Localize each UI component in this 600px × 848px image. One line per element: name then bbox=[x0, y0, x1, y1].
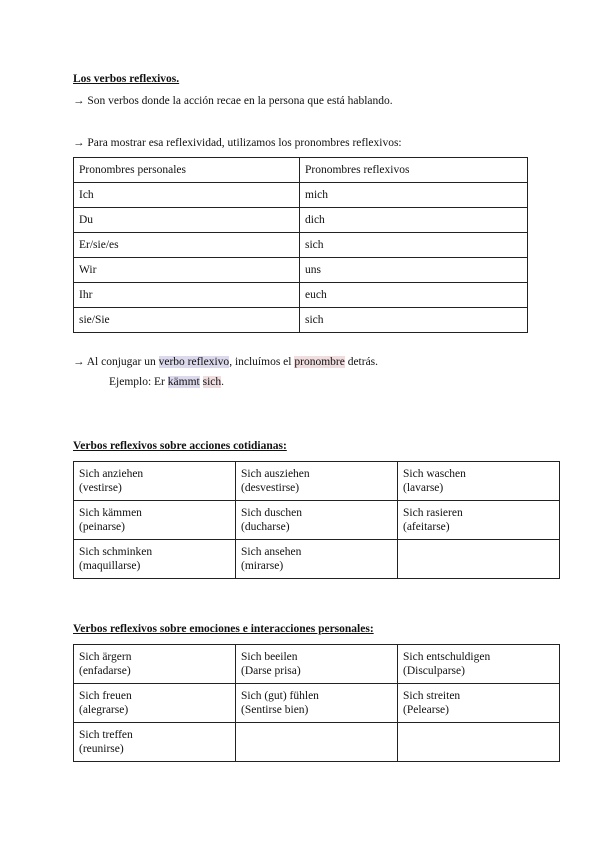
verb-german: Sich schminken bbox=[79, 546, 153, 558]
verb-german: Sich (gut) fühlen bbox=[241, 690, 319, 702]
conjugation-note bbox=[73, 356, 378, 368]
verb-german: Sich beeilen bbox=[241, 651, 298, 663]
verb-german: Sich anziehen bbox=[79, 468, 144, 480]
table-row bbox=[74, 684, 560, 723]
table-cell: Wir bbox=[74, 258, 300, 283]
verb-cell bbox=[236, 684, 398, 723]
empty-cell bbox=[398, 540, 560, 579]
verb-spanish: (peinarse) bbox=[79, 521, 125, 533]
table-row bbox=[74, 233, 528, 258]
verb-german: Sich ausziehen bbox=[241, 468, 310, 480]
empty-cell bbox=[236, 723, 398, 762]
verb-spanish: (Pelearse) bbox=[403, 704, 449, 716]
verb-cell bbox=[74, 462, 236, 501]
verb-spanish: (maquillarse) bbox=[79, 560, 141, 572]
verb-german: Sich duschen bbox=[241, 507, 303, 519]
table-row bbox=[74, 258, 528, 283]
verb-cell bbox=[236, 501, 398, 540]
table-cell: dich bbox=[300, 208, 528, 233]
verb-cell bbox=[74, 540, 236, 579]
highlight-pronoun-term: pronombre bbox=[294, 356, 345, 368]
verb-cell bbox=[236, 540, 398, 579]
emotions-section-heading: Verbos reflexivos sobre emociones e interacciones personales: bbox=[73, 623, 374, 635]
verb-spanish: (alegrarse) bbox=[79, 704, 129, 716]
page-title: Los verbos reflexivos. bbox=[73, 73, 180, 85]
table-cell: Er/sie/es bbox=[74, 233, 300, 258]
table-row bbox=[74, 158, 528, 183]
note-text: , incluímos el bbox=[229, 356, 295, 368]
table-row bbox=[74, 462, 560, 501]
example-line bbox=[109, 376, 224, 388]
table-header-cell: Pronombres personales bbox=[74, 158, 300, 183]
table-row bbox=[74, 208, 528, 233]
verb-spanish: (ducharse) bbox=[241, 521, 290, 533]
verb-cell bbox=[398, 462, 560, 501]
table-cell: Ich bbox=[74, 183, 300, 208]
table-row bbox=[74, 723, 560, 762]
verb-german: Sich treffen bbox=[79, 729, 133, 741]
example-verb: kämmt bbox=[167, 376, 200, 388]
verb-spanish: (Sentirse bien) bbox=[241, 704, 309, 716]
verb-cell bbox=[74, 645, 236, 684]
verb-spanish: (mirarse) bbox=[241, 560, 284, 572]
note-text: → Al conjugar un bbox=[73, 356, 159, 368]
verb-german: Sich waschen bbox=[403, 468, 466, 480]
verb-cell bbox=[74, 501, 236, 540]
verb-cell bbox=[74, 723, 236, 762]
intro-line: → Son verbos donde la acción recae en la persona que está hablando. bbox=[73, 95, 393, 107]
example-text: . bbox=[221, 376, 224, 388]
table-cell: mich bbox=[300, 183, 528, 208]
verb-spanish: (Disculparse) bbox=[403, 665, 465, 677]
verb-german: Sich freuen bbox=[79, 690, 132, 702]
verb-spanish: (vestirse) bbox=[79, 482, 122, 494]
highlight-verb-term: verbo reflexivo bbox=[158, 356, 230, 368]
table-row bbox=[74, 283, 528, 308]
example-text: Ejemplo: Er bbox=[109, 376, 168, 388]
verb-spanish: (desvestirse) bbox=[241, 482, 300, 494]
table-row bbox=[74, 501, 560, 540]
verb-spanish: (lavarse) bbox=[403, 482, 444, 494]
daily-verbs-table bbox=[73, 461, 560, 579]
pronoun-table bbox=[73, 157, 528, 333]
verb-cell bbox=[398, 501, 560, 540]
table-row bbox=[74, 183, 528, 208]
verb-german: Sich streiten bbox=[403, 690, 461, 702]
table-cell: sich bbox=[300, 308, 528, 333]
verb-cell bbox=[236, 462, 398, 501]
verb-spanish: (reunirse) bbox=[79, 743, 124, 755]
verb-cell bbox=[74, 684, 236, 723]
verb-german: Sich rasieren bbox=[403, 507, 463, 519]
table-row bbox=[74, 308, 528, 333]
verb-german: Sich entschuldigen bbox=[403, 651, 491, 663]
verb-spanish: (afeitarse) bbox=[403, 521, 450, 533]
verb-german: Sich kämmen bbox=[79, 507, 142, 519]
verb-german: Sich ansehen bbox=[241, 546, 302, 558]
table-row bbox=[74, 645, 560, 684]
table-cell: uns bbox=[300, 258, 528, 283]
verb-cell bbox=[398, 684, 560, 723]
table-row bbox=[74, 540, 560, 579]
verb-german: Sich ärgern bbox=[79, 651, 132, 663]
table-cell: Ihr bbox=[74, 283, 300, 308]
empty-cell bbox=[398, 723, 560, 762]
pronouns-intro: → Para mostrar esa reflexividad, utilizamos los pronombres reflexivos: bbox=[73, 137, 402, 149]
table-header-cell: Pronombres reflexivos bbox=[300, 158, 528, 183]
verb-cell bbox=[398, 645, 560, 684]
emotions-verbs-table bbox=[73, 644, 560, 762]
note-text: detrás. bbox=[344, 356, 379, 368]
table-cell: sich bbox=[300, 233, 528, 258]
table-cell: sie/Sie bbox=[74, 308, 300, 333]
table-cell: Du bbox=[74, 208, 300, 233]
daily-section-heading: Verbos reflexivos sobre acciones cotidianas: bbox=[73, 440, 287, 452]
table-cell: euch bbox=[300, 283, 528, 308]
example-pronoun: sich bbox=[202, 376, 222, 388]
verb-spanish: (Darse prisa) bbox=[241, 665, 301, 677]
verb-cell bbox=[236, 645, 398, 684]
verb-spanish: (enfadarse) bbox=[79, 665, 131, 677]
